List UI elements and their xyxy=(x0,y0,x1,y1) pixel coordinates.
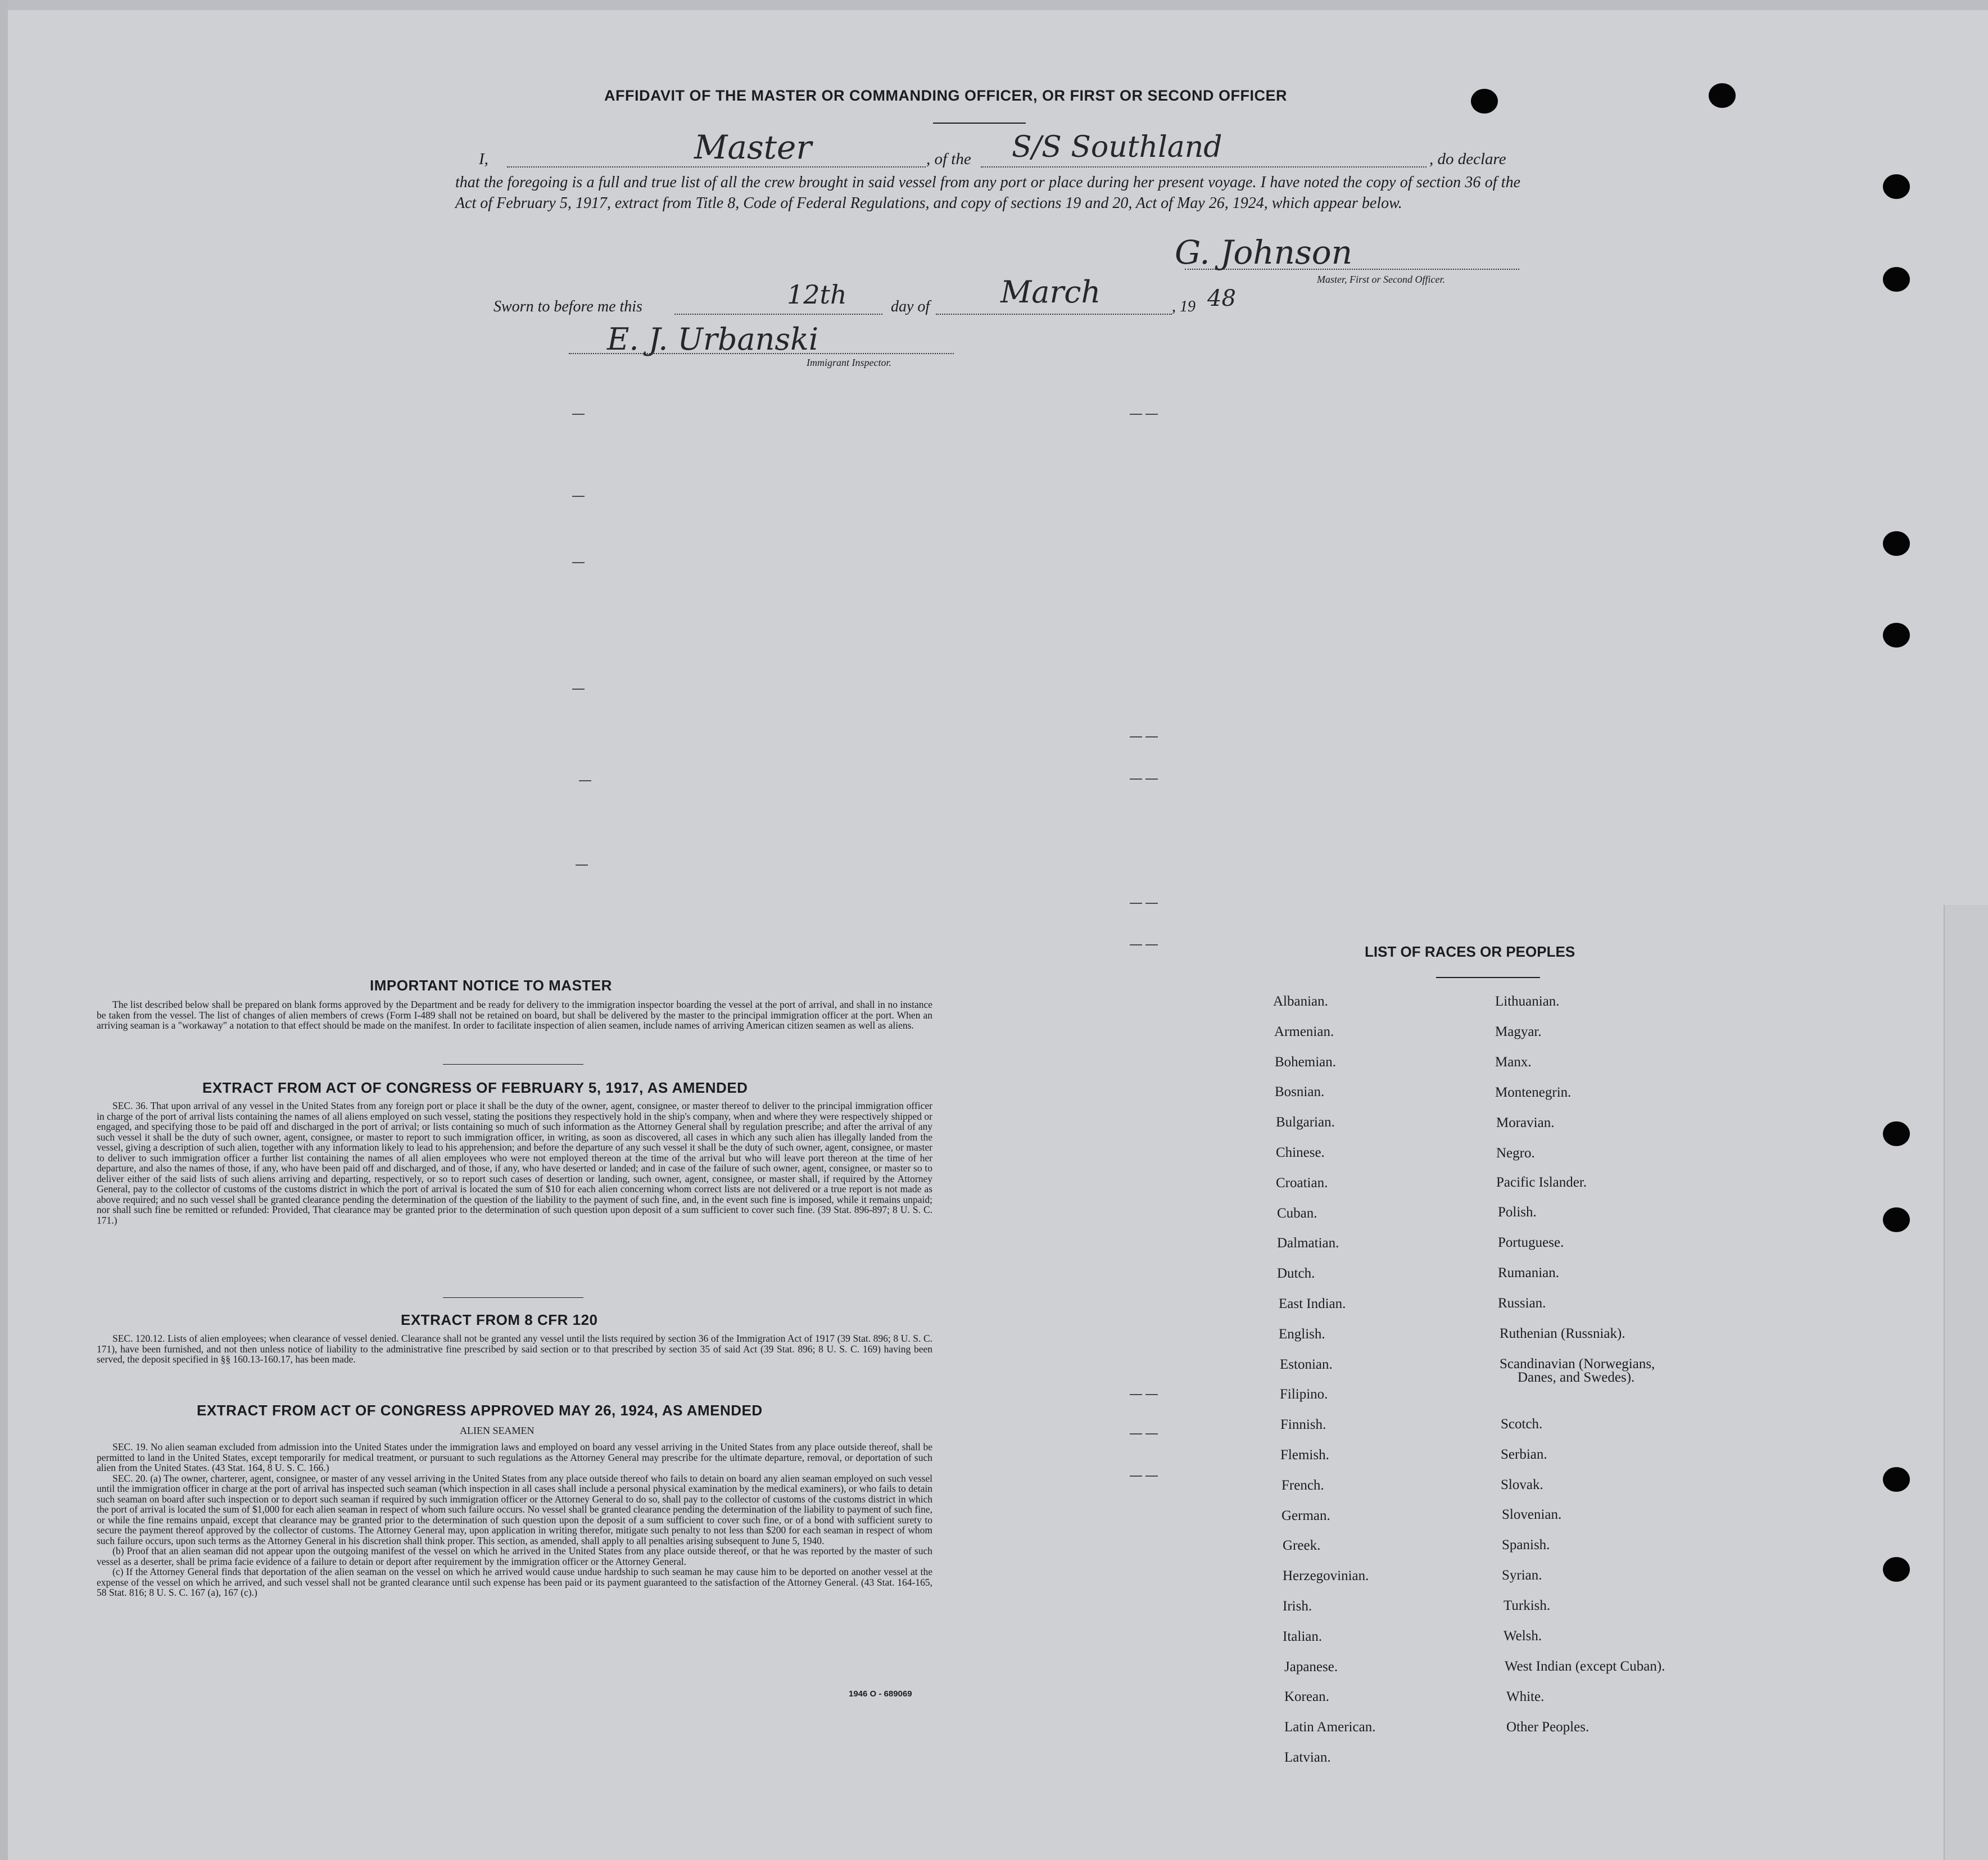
scan-mark xyxy=(576,865,588,866)
sworn-prefix: Sworn to before me this xyxy=(493,298,642,315)
scan-mark xyxy=(1130,944,1142,945)
race-item: Finnish. xyxy=(1280,1417,1326,1433)
race-item: Magyar. xyxy=(1495,1024,1542,1039)
handwritten-year: 48 xyxy=(1207,286,1236,311)
race-item: Moravian. xyxy=(1496,1115,1555,1130)
race-item: Montenegrin. xyxy=(1495,1085,1572,1100)
notice-text xyxy=(97,999,932,1057)
handwritten-month: March xyxy=(1000,274,1101,310)
master-name-line xyxy=(507,166,926,168)
race-item: Pacific Islander. xyxy=(1496,1175,1587,1190)
extract-8cfr-title: EXTRACT FROM 8 CFR 120 xyxy=(401,1311,598,1328)
race-item: Syrian. xyxy=(1502,1568,1542,1583)
page-top-edge xyxy=(0,0,1988,10)
race-item: Danes, and Swedes). xyxy=(1518,1370,1635,1385)
sec20a-paragraph: SEC. 20. (a) The owner, charterer, agent, consignee, or master of any vessel arriving in the United States from any place outside thereof who fails to detain on board any alien seaman employed on such vessel until the immigration officer in charge at the port of arrival has inspected such seaman (which inspection in all cases shall include a personal physical examination by the medical examiners), or who fails to detain such seaman on board after such inspection or to deport such seaman if required by such immigration officer or the Attorney General to do so, shall pay to the collector of customs of the customs district in which the port of arrival is located the sum of $1,000 for each alien seaman in respect of whom such failure occurs. No vessel shall be granted clearance pending the determination of the liability to payment of such fine, or while the fine remains unpaid, except that clearance may be granted prior to the determination of such question upon the deposit of a sum sufficient to cover such fine, or of a bond with sufficient surety to secure the payment thereof approved by the collector of customs. The Attorney General may, upon application in writing therefor, mitigate such penalty to not less than $200 for each seaman in respect of whom such failure occurs, upon such terms as the Attorney General in his discretion shall think proper. This section, as amended, shall apply to all penalties arising subsequent to June 5, 1940. xyxy=(97,1472,932,1546)
handwritten-master-signature: G. Johnson xyxy=(1175,233,1353,271)
scan-mark xyxy=(579,780,591,781)
scan-mark xyxy=(572,689,585,690)
extract-1917-divider xyxy=(443,1297,583,1298)
extract-8cfr-text xyxy=(97,1333,932,1375)
race-item: Filipino. xyxy=(1280,1387,1328,1402)
race-item: Russian. xyxy=(1498,1296,1546,1311)
races-title: LIST OF RACES OR PEOPLES xyxy=(1365,943,1575,960)
race-item: Manx. xyxy=(1495,1055,1532,1070)
races-divider xyxy=(1436,977,1540,978)
race-item: Flemish. xyxy=(1280,1447,1329,1463)
extract-1924-subtitle: ALIEN SEAMEN xyxy=(460,1425,535,1436)
race-item: Albanian. xyxy=(1273,994,1328,1009)
page-left-edge xyxy=(0,0,8,1860)
scan-mark xyxy=(1145,1433,1158,1434)
race-item: Ruthenian (Russniak). xyxy=(1500,1326,1625,1341)
punch-hole xyxy=(1883,1557,1910,1582)
master-signature-line xyxy=(1185,269,1519,270)
race-item: Scandinavian (Norwegians, xyxy=(1500,1356,1655,1372)
scan-mark xyxy=(1145,779,1158,780)
race-item: Armenian. xyxy=(1274,1024,1334,1039)
extract-8cfr-paragraph: SEC. 120.12. Lists of alien employees; when clearance of vessel denied. Clearance shall not be granted any vessel until the lists required by section 36 of the Immigration Act of 1917 (39 Stat. 896; 8 U. S. C. 171), have been furnished, and not then unless notice of liability to the administrative fine prescribed by said section or to that prescribed by section 35 of said Act (39 Stat. 896; 8 U. S. C. 169) having been served, the deposit specified in §§ 160.13-160.17, has been made. xyxy=(97,1333,932,1365)
race-item: Rumanian. xyxy=(1498,1265,1560,1280)
print-code: 1946 O - 689069 xyxy=(849,1689,912,1699)
scan-mark xyxy=(1130,736,1142,737)
punch-hole xyxy=(1883,267,1910,292)
extract-1924-title: EXTRACT FROM ACT OF CONGRESS APPROVED MAY 26, 1924, AS AMENDED xyxy=(197,1402,763,1419)
scan-mark xyxy=(1130,1476,1142,1477)
scan-mark xyxy=(1145,414,1158,415)
affidavit-i-prefix: I, xyxy=(479,150,488,168)
punch-hole xyxy=(1883,1467,1910,1492)
race-item: Negro. xyxy=(1496,1146,1535,1161)
sworn-day-of: day of xyxy=(891,298,930,315)
race-item: Italian. xyxy=(1283,1628,1323,1644)
race-item: Latvian. xyxy=(1284,1750,1331,1765)
scan-mark xyxy=(1145,944,1158,945)
punch-hole xyxy=(1471,89,1498,114)
sworn-day-line xyxy=(674,314,882,315)
scan-mark xyxy=(1130,1433,1142,1434)
race-item: Dalmatian. xyxy=(1277,1236,1339,1251)
affidavit-line1 xyxy=(479,150,488,169)
scan-mark xyxy=(1145,1394,1158,1395)
sec20b-paragraph: (b) Proof that an alien seaman did not appear upon the outgoing manifest of the vessel on which he arrived in the United States from any place outside thereof, or that he was reported by the master of such vessel as a deserter, shall be prima facie evidence of a failure to detain or deport after requirement by the immigration officer or the Attorney General. xyxy=(97,1545,932,1567)
race-item: Slovak. xyxy=(1501,1477,1543,1492)
handwritten-vessel: S/S Southland xyxy=(1012,130,1222,164)
affidavit-do-declare: , do declare xyxy=(1429,150,1506,168)
punch-hole xyxy=(1883,1121,1910,1146)
race-item: Dutch. xyxy=(1277,1266,1315,1282)
race-item: Chinese. xyxy=(1276,1145,1325,1160)
race-item: Korean. xyxy=(1284,1689,1329,1705)
race-item: East Indian. xyxy=(1279,1296,1346,1311)
punch-hole xyxy=(1883,531,1910,556)
affidavit-title: AFFIDAVIT OF THE MASTER OR COMMANDING OFFICER, OR FIRST OR SECOND OFFICER xyxy=(604,87,1287,104)
sec20c-paragraph: (c) If the Attorney General finds that deportation of the alien seaman on the vessel on which he arrived would cause undue hardship to such seaman he may cause him to be deported on another vessel at the expense of the vessel on which he arrived, and such vessel shall not be granted clearance until such expense has been paid or its payment guaranteed to the satisfaction of the Attorney General. (43 Stat. 164-165, 58 Stat. 816; 8 U. S. C. 167 (a), 167 (c).) xyxy=(97,1566,932,1598)
race-item: Lithuanian. xyxy=(1495,994,1560,1009)
race-item: Serbian. xyxy=(1501,1447,1547,1462)
scan-mark xyxy=(1130,414,1142,415)
scan-mark xyxy=(572,414,585,415)
race-item: Cuban. xyxy=(1277,1205,1317,1221)
notice-title: IMPORTANT NOTICE TO MASTER xyxy=(370,977,612,994)
race-item: Bosnian. xyxy=(1275,1084,1325,1100)
master-caption: Master, First or Second Officer. xyxy=(1317,274,1445,285)
extract-1917-text xyxy=(97,1101,932,1280)
race-item: Slovenian. xyxy=(1502,1507,1562,1522)
affidavit-of-the: , of the xyxy=(926,150,971,168)
scan-mark xyxy=(1145,1476,1158,1477)
notice-paragraph: The list described below shall be prepared on blank forms approved by the Department and be ready for delivery to the immigration inspector boarding the vessel at the port of arrival, and shall in no instance be taken from the vessel. The list of changes of alien members of crews (Form I-489 shall not be retained on board, but shall be delivered by the master to the principal immigration officer at the port. When an arriving seaman is a "workaway" a notation to that effect should be made on the manifest. In order to facilitate inspection of alien seamen, include names of arriving American citizen seamen as well as aliens. xyxy=(97,999,932,1031)
race-item: Greek. xyxy=(1283,1538,1321,1554)
race-item: English. xyxy=(1279,1326,1325,1342)
vessel-name-line xyxy=(981,166,1427,168)
race-item: White. xyxy=(1506,1689,1545,1704)
race-item: German. xyxy=(1281,1508,1330,1523)
race-item: Bohemian. xyxy=(1275,1054,1337,1070)
scan-mark xyxy=(572,562,585,563)
race-item: Scotch. xyxy=(1501,1417,1543,1432)
race-item: Welsh. xyxy=(1504,1628,1542,1644)
sworn-year-prefix: , 19 xyxy=(1172,298,1195,315)
extract-1917-paragraph: SEC. 36. That upon arrival of any vessel in the United States from any foreign port or place it shall be the duty of the owner, agent, consignee, or master thereof to deliver to the principal immigration officer in charge of the port of arrival lists containing the names of all aliens employed on such vessel, stating the positions they respectively hold in the ship's company, when and where they were respectively shipped or engaged, and specifying those to be paid off and discharged in the port of arrival; or lists containing so much of such information as the Attorney General shall by regulation prescribe; and after the arrival of any such vessel it shall be the duty of such owner, agent, consignee, or master to report to such immigration officer, in writing, as soon as discovered, all cases in which any such alien has illegally landed from the vessel, giving a description of such alien, together with any information likely to lead to his apprehension; and before the departure of any such vessel it shall be the duty of such owner, agent, consignee, or master to deliver to such immigration officer a further list containing the names of all alien employees who were not employed thereon at the time of the arrival but who will leave port thereon at the time of her departure, and also the names of those, if any, who have been paid off and discharged, and of those, if any, who have deserted or landed; and in case of the failure of such owner, agent, consignee, or master so to deliver either of the said lists of such aliens arriving and departing, respectively, or so to report such cases of desertion or landing, such owner, agent, consignee, or master shall, if required by the Attorney General, pay to the collector of customs of the customs district in which the port of arrival is located the sum of $10 for each alien concerning whom correct lists are not delivered or a true report is not made as above required; and no such vessel shall be granted clearance pending the determination of the question of the liability to the payment of such fine, and, in the event such fine is imposed, while it remains unpaid; nor shall such fine be remitted or refunded: Provided, That clearance may be granted prior to the determination of such question upon deposit of a sum sufficient to cover such fine. (39 Stat. 896-897; 8 U. S. C. 171.) xyxy=(97,1101,932,1226)
scan-mark xyxy=(572,496,585,497)
notice-divider xyxy=(443,1064,583,1065)
inspector-caption: Immigrant Inspector. xyxy=(807,357,891,368)
sworn-month-line xyxy=(936,314,1172,315)
race-item: Estonian. xyxy=(1280,1356,1333,1372)
race-item: West Indian (except Cuban). xyxy=(1505,1659,1665,1674)
scan-mark xyxy=(1130,779,1142,780)
inspector-signature-line xyxy=(569,353,954,354)
handwritten-day: 12th xyxy=(787,279,847,310)
race-item: French. xyxy=(1281,1477,1324,1493)
punch-hole xyxy=(1883,1207,1910,1232)
punch-hole xyxy=(1883,623,1910,648)
race-item: Croatian. xyxy=(1276,1175,1328,1191)
extract-1924-text xyxy=(97,1442,932,1678)
race-item: Spanish. xyxy=(1502,1537,1550,1553)
race-item: Irish. xyxy=(1283,1599,1312,1614)
title-divider xyxy=(933,123,1026,124)
scan-mark xyxy=(1145,736,1158,737)
race-item: Other Peoples. xyxy=(1506,1719,1590,1735)
race-item: Bulgarian. xyxy=(1276,1115,1335,1130)
sec19-paragraph: SEC. 19. No alien seaman excluded from admission into the United States under the immigration laws and employed on board any vessel arriving in the United States from any place outside thereof, shall be permitted to land in the United States, except temporarily for medical treatment, or pursuant to such regulations as the Attorney General may prescribe for the ultimate departure, removal, or deportation of such alien from the United States. (43 Stat. 164, 8 U. S. C. 166.) xyxy=(97,1442,932,1473)
punch-hole xyxy=(1709,83,1736,108)
race-item: Portuguese. xyxy=(1498,1235,1564,1250)
page-fold-flap xyxy=(1944,905,1988,1860)
race-item: Herzegovinian. xyxy=(1283,1568,1369,1584)
race-item: Polish. xyxy=(1498,1205,1537,1220)
race-item: Japanese. xyxy=(1284,1659,1338,1675)
scan-mark xyxy=(1145,903,1158,904)
race-item: Latin American. xyxy=(1284,1719,1376,1735)
race-item: Turkish. xyxy=(1504,1598,1551,1613)
punch-hole xyxy=(1883,174,1910,199)
extract-1917-title: EXTRACT FROM ACT OF CONGRESS OF FEBRUARY 5, 1917, AS AMENDED xyxy=(202,1079,748,1096)
handwritten-inspector-signature: E. J. Urbanski xyxy=(607,322,819,357)
handwritten-master: Master xyxy=(694,128,812,166)
scan-mark xyxy=(1130,1394,1142,1395)
scan-mark xyxy=(1130,903,1142,904)
affidavit-paragraph: that the foregoing is a full and true list of all the crew brought in said vessel from any port or place during her present voyage. I have noted the copy of section 36 of the Act of February 5, 1917, extract from Title 8, Code of Federal Regulations, and copy of sections 19 and 20, Act of May 26, 1924, which appear below. xyxy=(455,174,1520,212)
